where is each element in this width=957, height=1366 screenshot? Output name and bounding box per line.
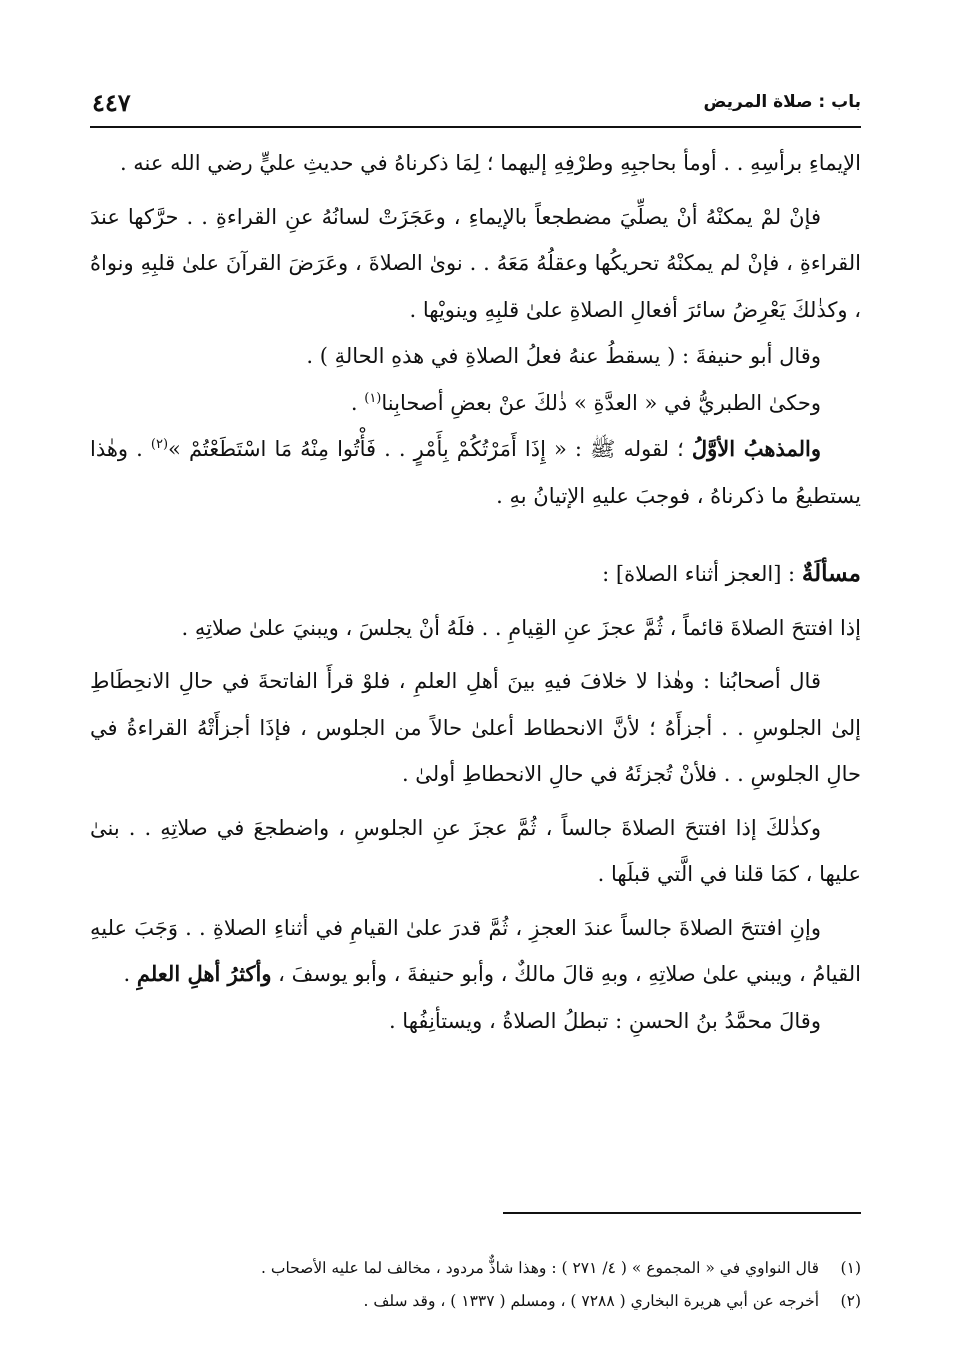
paragraph-4 bbox=[90, 380, 861, 427]
masala-label: مسألَةٌ bbox=[801, 560, 861, 587]
paragraph-9-end: . bbox=[123, 962, 137, 986]
paragraph-4-end: . bbox=[350, 390, 365, 415]
footnote-ref-1: (١) bbox=[364, 390, 382, 406]
footnote-1 bbox=[90, 1252, 861, 1285]
masala-title: : [العجز أثناء الصلاة] : bbox=[602, 562, 802, 586]
paragraph-10: وقالَ محمَّدُ بنُ الحسنِ : تبطلُ الصلاةُ ، ويستأنِفُها . bbox=[388, 1008, 821, 1033]
paragraph-8: وكذٰلكَ إذا افتتحَ الصلاةَ جالساً ، ثُمَّ عجزَ عنِ الجلوسِ ، واضطجعَ في صلاتِهِ . . بنىٰ عليها ، كمَا قلنا في الَّتي قبلَها . bbox=[90, 815, 861, 886]
paragraph-2: فإنْ لمْ يمكنْهُ أنْ يصلِّيَ مضطجعاً بالإيماءِ ، وعَجَزَتْ لسانُهُ عنِ القراءةِ . . حرَّكها عندَ القراءةِ ، فإنْ لم يمكنْهُ تحريكُها وعقلُهُ مَعَهُ . . نوىٰ الصلاةَ ، وعَرَضَ القرآنَ علىٰ قلبِهِ ونواهُ ، وكذٰلكَ يَعْرِضُ سائرَ أفعالِ الصلاةِ علىٰ قلبِهِ وينويْها . bbox=[90, 204, 861, 322]
footnote-2-number: (٢) bbox=[840, 1292, 861, 1310]
paragraph-7: قال أصحابُنا : وهٰذا لا خلافَ فيهِ بينَ أهلِ العلمِ ، فلوْ قرأَ الفاتحةَ في حالِ الانحِطَاطِ إلىٰ الجلوسِ . . أجزأَهُ ؛ لأنَّ الانحطاط أعلىٰ حالاً من الجلوس ، فإذَا أجزأَتْهُ القراءةُ في حالِ الجلوسِ . . فلأنْ تُجزئَهُ في حالِ الانحطاطِ أولىٰ . bbox=[90, 669, 861, 786]
footnote-ref-2: (٢) bbox=[150, 437, 169, 452]
paragraph-9 bbox=[90, 905, 861, 998]
paragraph-5-text: ؛ لقوله ﷺ : « إِذَا أَمَرْتُكُمْ بِأَمْرٍ . . فَأْتُوا مِنْهُ مَا اسْتَطَعْتُمْ » bbox=[168, 437, 692, 461]
paragraph-5-end: . وهٰذا يستطيعُ ما ذكرناهُ ، فوجبَ عليهِ الإتيانُ بهِ . bbox=[90, 437, 861, 508]
footnote-divider bbox=[503, 1212, 861, 1214]
footnote-2-text: أخرجه عن أبي هريرة البخاري ( ٧٢٨٨ ) ، ومسلم ( ١٣٣٧ ) ، وقد سلف . bbox=[363, 1292, 819, 1310]
footnote-1-text: قال النواوي في « المجموع » ( ٤/ ٢٧١ ) : وهذا شاذٌّ مردود ، مخالف لما عليه الأصحاب . bbox=[261, 1259, 819, 1277]
paragraph-3: وقال أبو حنيفةَ : ( يسقطُ عنهُ فعلُ الصلاةِ في هذهِ الحالةِ ) . bbox=[306, 344, 821, 368]
paragraph-4-text: وحكىٰ الطبريُّ في « العدَّةِ » ذٰلكَ عنْ بعضِ أصحابِنا bbox=[381, 390, 821, 415]
footnote-2 bbox=[90, 1285, 861, 1318]
footnotes bbox=[90, 1252, 861, 1318]
main-text bbox=[90, 140, 861, 1044]
paragraph-9-text: وإنِ افتتحَ الصلاةَ جالساً عندَ العجزِ ، ثُمَّ قدرَ علىٰ القيامِ في أثناءِ الصلاةِ . . وَجَبَ عليهِ القيامُ ، ويبني علىٰ صلاتِهِ ، وبهِ قالَ مالكٌ ، وأبو حنيفةَ ، وأبو يوسفَ ، bbox=[90, 915, 861, 986]
paragraph-5-bold: والمذهبُ الأوَّلُ bbox=[691, 436, 821, 461]
masala-heading bbox=[90, 551, 861, 598]
paragraph-5 bbox=[90, 426, 861, 519]
paragraph-1: الإيماءِ برأسِهِ . . أومأ بحاجبِهِ وطرْفِهِ إليهما ؛ لِمَا ذكرناهُ في حديثِ عليٍّ رضي الله عنه . bbox=[119, 151, 861, 175]
page-header bbox=[92, 88, 861, 122]
paragraph-6: إذا افتتحَ الصلاةَ قائماً ، ثُمَّ عجزَ عنِ القِيامِ . . فلَهُ أنْ يجلسَ ، ويبنيَ علىٰ صلاتِهِ . bbox=[181, 615, 861, 640]
chapter-title: باب : صلاة المريض bbox=[703, 92, 861, 112]
footnote-1-number: (١) bbox=[840, 1259, 861, 1277]
paragraph-9-bold: وأكثرُ أهلِ العلمِ bbox=[136, 961, 272, 986]
header-divider bbox=[90, 126, 861, 128]
page-number: ٤٤٧ bbox=[92, 88, 131, 117]
